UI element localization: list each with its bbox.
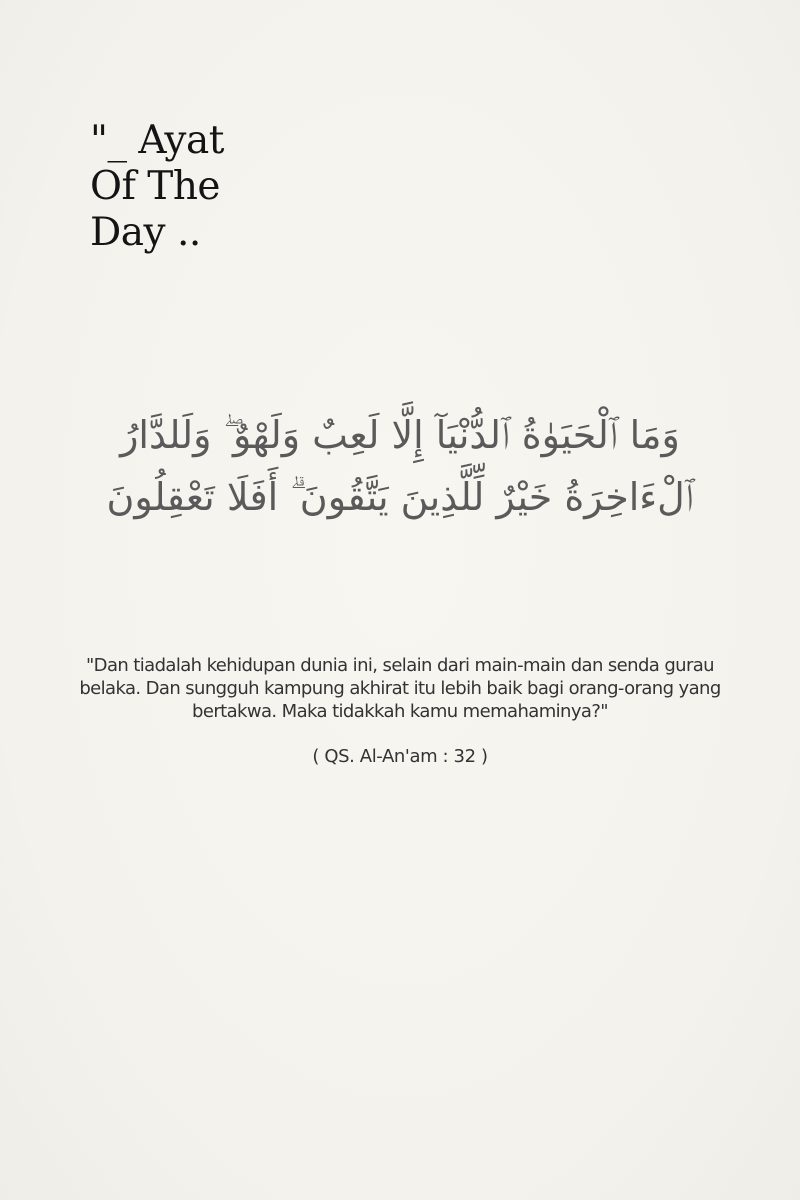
title-line-1: "_ Ayat [90, 118, 224, 163]
title-line-3: Day .. [90, 210, 201, 255]
translation-line-2: belaka. Dan sungguh kampung akhirat itu lebih baik bagi orang-orang yang [79, 678, 721, 699]
translation-line-3: bertakwa. Maka tidakkah kamu memahaminya?" [192, 701, 608, 722]
page-title [90, 118, 350, 256]
verse-translation [70, 654, 730, 723]
arabic-verse [60, 404, 740, 528]
arabic-line-2: ٱلْءَاخِرَةُ خَيْرٌ لِّلَّذِينَ يَتَّقُونَ ۗ أَفَلَا تَعْقِلُونَ [106, 475, 694, 519]
verse-reference: ( QS. Al-An'am : 32 ) [312, 746, 488, 767]
arabic-line-1: وَمَا ٱلْحَيَوٰةُ ٱلدُّنْيَآ إِلَّا لَعِبٌ وَلَهْوٌ ۖ وَلَلدَّارُ [120, 413, 680, 457]
translation-line-1: "Dan tiadalah kehidupan dunia ini, selain dari main-main dan senda gurau [86, 655, 714, 676]
title-line-2: Of The [90, 164, 221, 209]
